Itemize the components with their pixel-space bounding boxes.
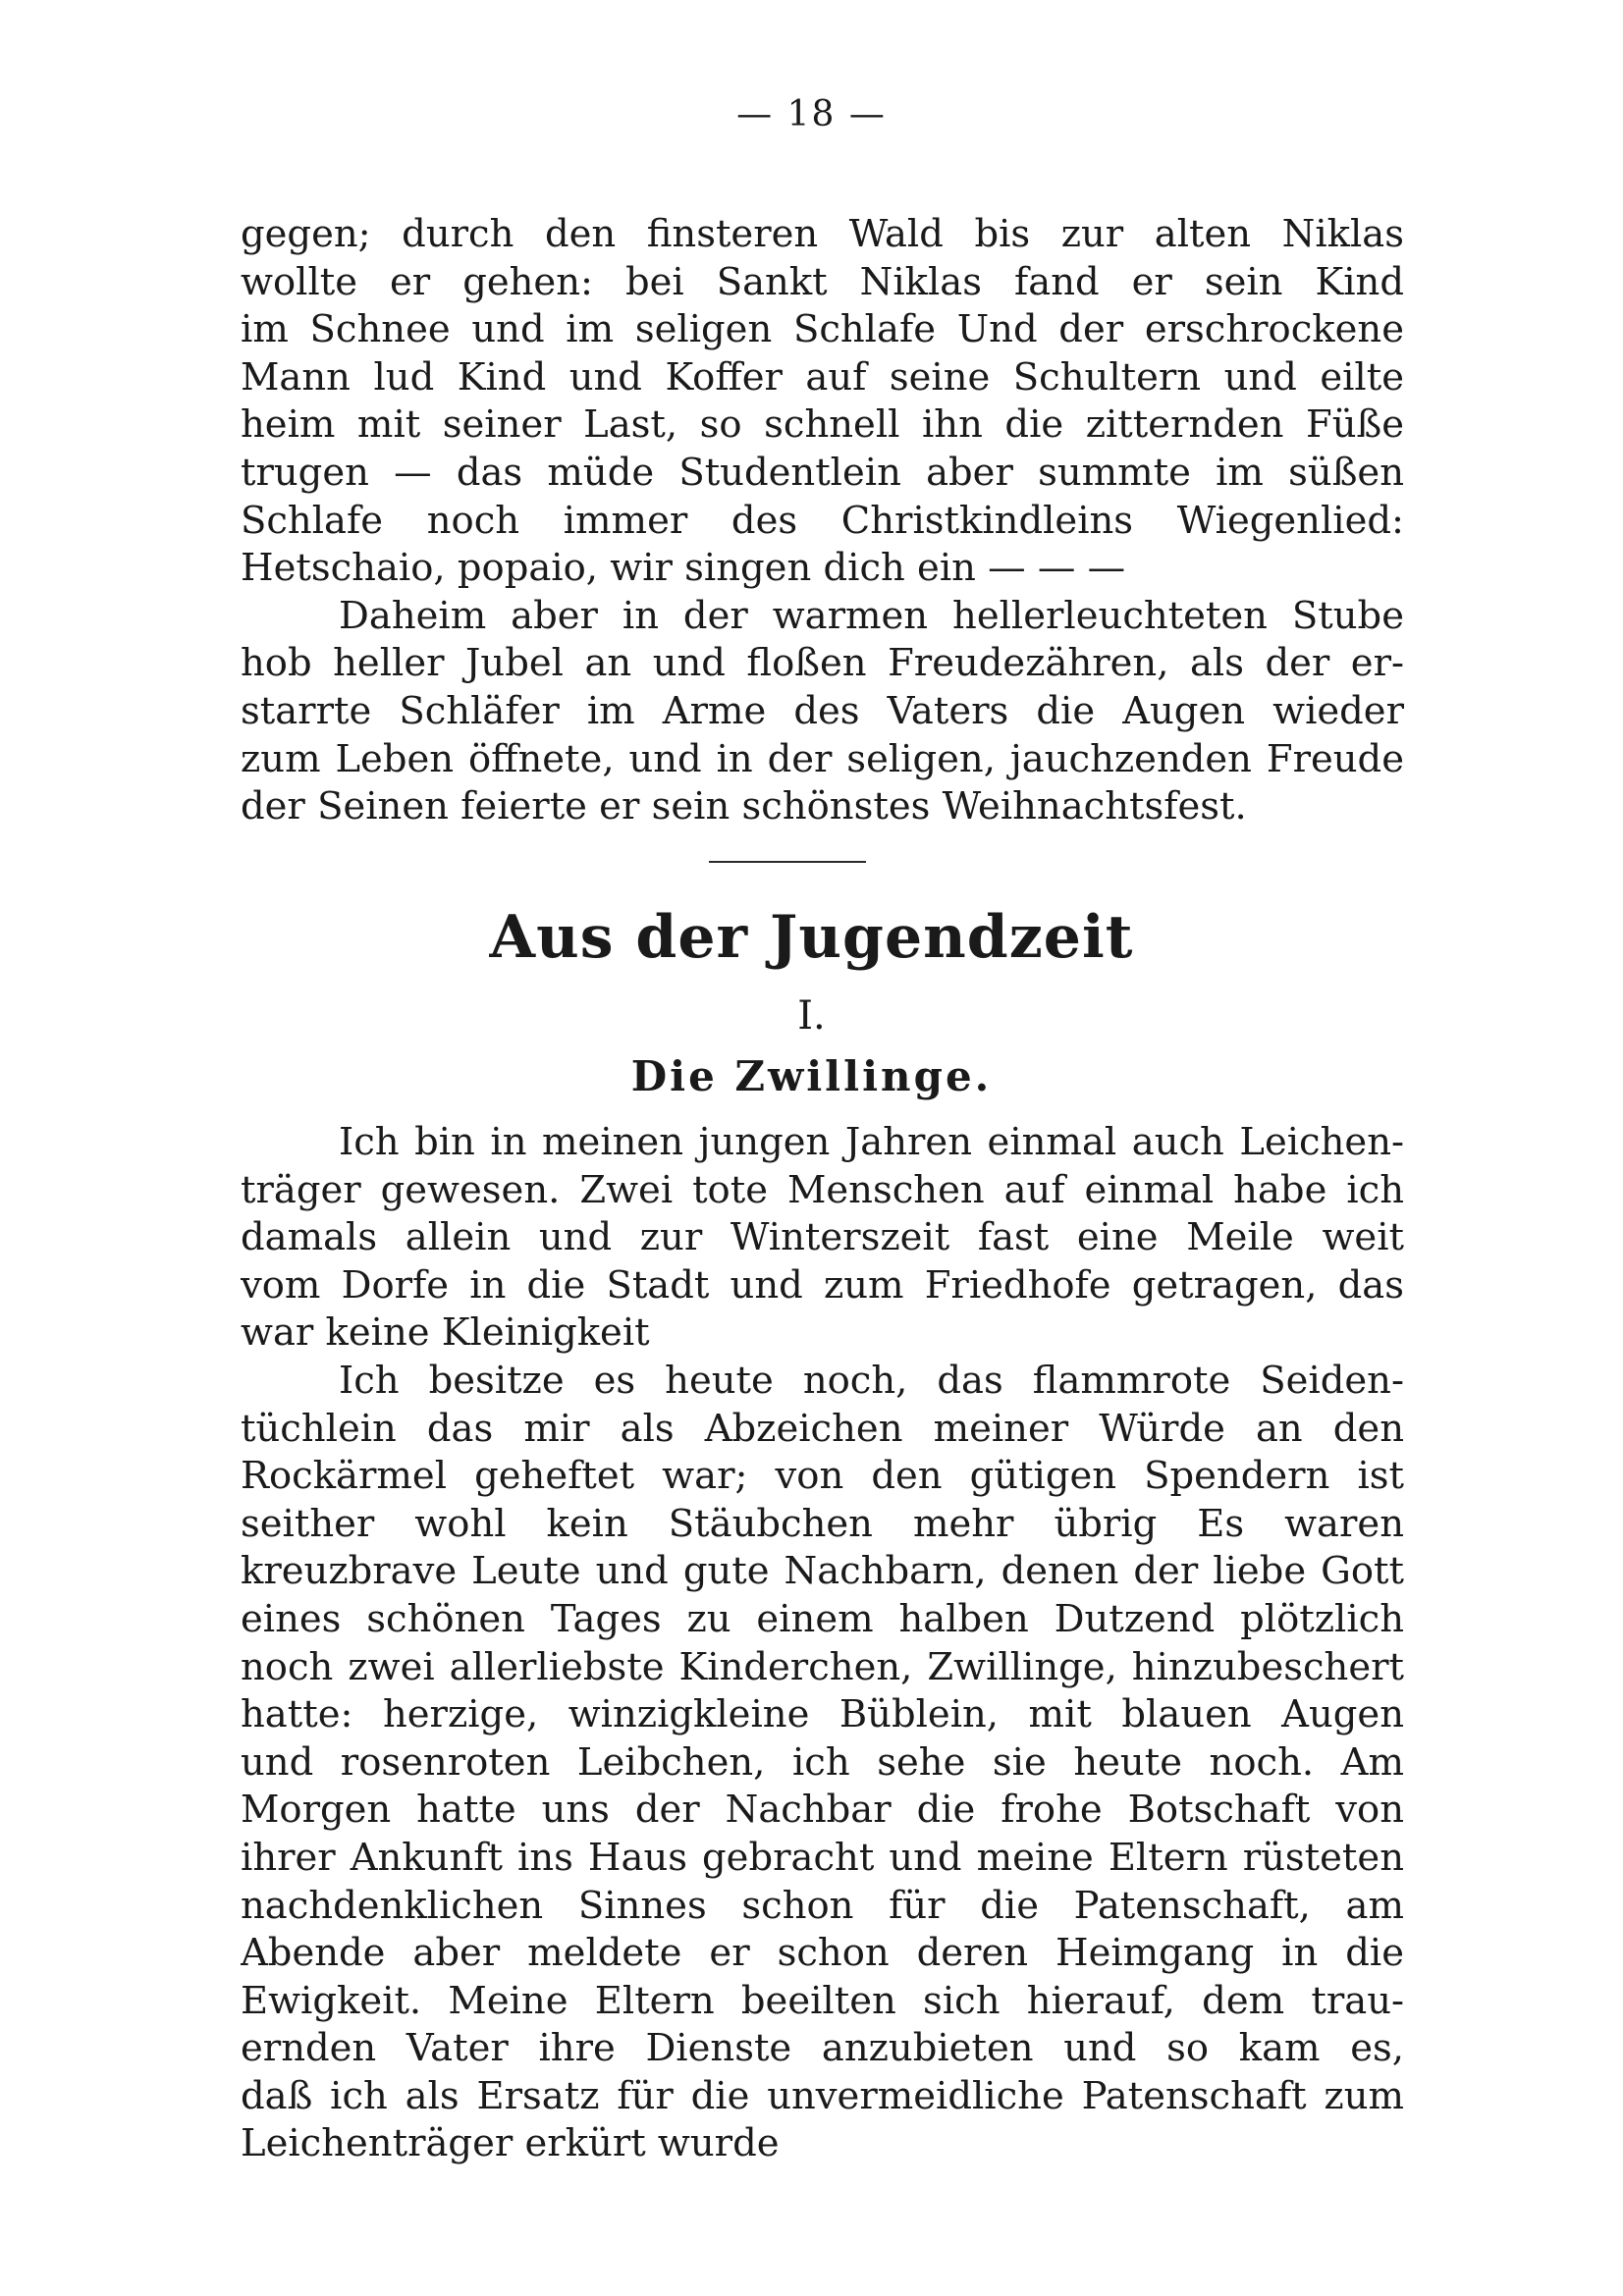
text-line: zum Leben öffnete, und in der seligen, jauchzenden Freude xyxy=(241,736,1404,781)
text-line: tüchlein das mir als Abzeichen meiner Würde an den xyxy=(241,1406,1404,1451)
text-line: nachdenklichen Sinnes schon für die Patenschaft, am xyxy=(241,1883,1404,1928)
text-line: ihrer Ankunft ins Haus gebracht und meine Eltern rüsteten xyxy=(241,1835,1404,1880)
text-line: Leichenträger erkürt wurde xyxy=(241,2121,780,2166)
text-line: Hetschaio, popaio, wir singen dich ein — — — xyxy=(241,546,1126,591)
text-line: seither wohl kein Stäubchen mehr übrig Es waren xyxy=(241,1501,1404,1546)
text-line: Daheim aber in der warmen hellerleuchteten Stube xyxy=(339,593,1404,638)
text-line: Ewigkeit. Meine Eltern beeilten sich hierauf, dem trau- xyxy=(241,1978,1404,2023)
text-line: damals allein und zur Winterszeit fast eine Meile weit xyxy=(241,1215,1404,1260)
chapter-title: Aus der Jugendzeit xyxy=(489,903,1134,972)
text-block-lower xyxy=(241,1119,1404,2168)
text-line: war keine Kleinigkeit xyxy=(241,1310,650,1356)
text-line: daß ich als Ersatz für die unvermeidliche Patenschaft zum xyxy=(241,2073,1404,2118)
text-line: heim mit seiner Last, so schnell ihn die zitternden Füße xyxy=(241,402,1404,448)
text-line: träger gewesen. Zwei tote Menschen auf einmal habe ich xyxy=(241,1167,1404,1212)
text-line: Mann lud Kind und Koffer auf seine Schultern und eilte xyxy=(241,354,1404,400)
text-line: Ich besitze es heute noch, das flammrote Seiden- xyxy=(339,1358,1404,1403)
text-line: Schlafe noch immer des Christkindleins Wiegenlied: xyxy=(241,498,1404,543)
text-line: noch zwei allerliebste Kinderchen, Zwillinge, hinzubeschert xyxy=(241,1644,1404,1689)
text-line: und rosenroten Leibchen, ich sehe sie heute noch. Am xyxy=(241,1739,1404,1785)
text-line: eines schönen Tages zu einem halben Dutzend plötzlich xyxy=(241,1596,1404,1641)
text-line: wollte er gehen: bei Sankt Niklas fand er sein Kind xyxy=(241,259,1404,304)
text-line: starrte Schläfer im Arme des Vaters die Augen wieder xyxy=(241,688,1404,733)
section-title: Die Zwillinge. xyxy=(630,1052,993,1100)
text-block-upper xyxy=(241,211,1404,831)
section-number: I. xyxy=(797,993,826,1039)
paragraph-2 xyxy=(241,593,1404,831)
text-line: im Schnee und im seligen Schlafe Und der erschrockene xyxy=(241,307,1404,352)
paragraph-3 xyxy=(241,1119,1404,1358)
paragraph-1 xyxy=(241,211,1404,593)
text-line: Abende aber meldete er schon deren Heimgang in die xyxy=(241,1931,1404,1976)
text-line: ernden Vater ihre Dienste anzubieten und so kam es, xyxy=(241,2026,1404,2071)
text-line: hatte: herzige, winzigkleine Büblein, mit blauen Augen xyxy=(241,1692,1404,1737)
paragraph-4 xyxy=(241,1358,1404,2168)
text-line: hob heller Jubel an und floßen Freudezähren, als der er- xyxy=(241,641,1404,686)
text-line: gegen; durch den finsteren Wald bis zur alten Niklas xyxy=(241,212,1404,256)
text-line: der Seinen feierte er sein schönstes Weihnachtsfest. xyxy=(241,784,1247,829)
text-line: vom Dorfe in die Stadt und zum Friedhofe getragen, das xyxy=(241,1262,1404,1308)
text-line: trugen — das müde Studentlein aber summte im süßen xyxy=(241,450,1404,495)
text-line: kreuzbrave Leute und gute Nachbarn, denen der liebe Gott xyxy=(241,1549,1404,1594)
text-line: Morgen hatte uns der Nachbar die frohe Botschaft von xyxy=(241,1788,1404,1833)
text-line: Rockärmel geheftet war; von den gütigen Spendern ist xyxy=(241,1454,1404,1499)
text-line: Ich bin in meinen jungen Jahren einmal auch Leichen- xyxy=(339,1120,1404,1164)
page-number: — 18 — xyxy=(736,94,887,134)
section-divider xyxy=(709,861,866,863)
